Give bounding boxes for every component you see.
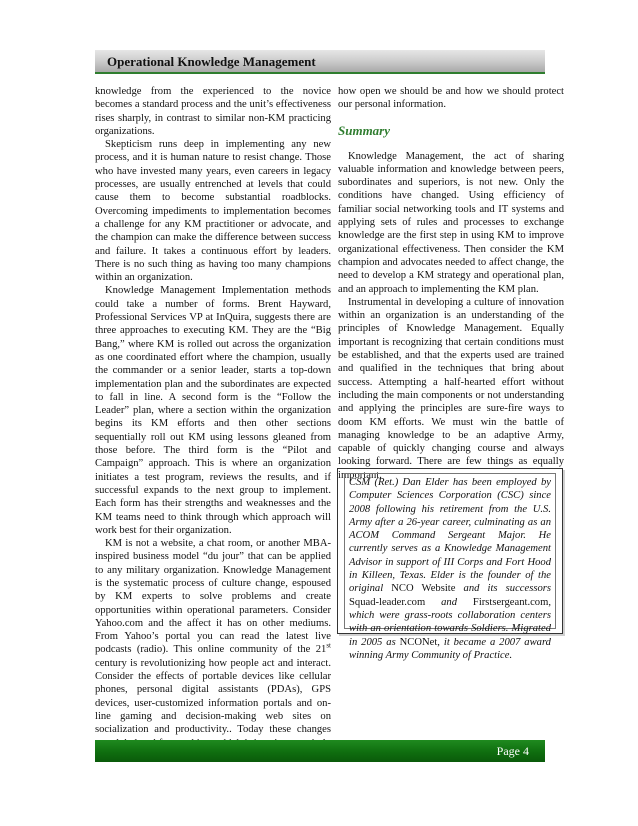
bio-text: , it became a 2007 award winning Army Community of Practice. [349, 636, 551, 661]
paragraph: knowledge from the experienced to the novice becomes a standard process and the unit’s effectiveness rises sharply, in contrast to similar non-KM practicing organizations. [95, 86, 331, 137]
left-column [95, 85, 331, 763]
paragraph: Instrumental in developing a culture of innovation within an organization is an understanding of the principles of Knowledge Management. Equally important is recognizing that certain conditions must be established, and that the experts used are trained and qualified in the techniques that bring about success. Attempting a half-hearted effort without including the main components or not understanding and applying the principles are sure-fire ways to doom KM efforts. We must win the battle of managing knowledge to be an adaptive Army, capable of quickly changing course and always looking forward. There are few things as equally important. [338, 296, 564, 481]
paragraph [95, 537, 331, 763]
bio-site-name: NCONet [399, 636, 438, 648]
author-bio-text [344, 473, 556, 661]
right-column [338, 85, 564, 482]
bio-site-name: Squad-leader.com [349, 596, 426, 608]
paragraph: Knowledge Management Implementation methods could take a number of forms. Brent Hayward, Professional Services VP at InQuira, suggests there are three approaches to executing KM. They are the “Big Bang,” where KM is rolled out across the organization as one coordinated effort where the champion, usually the commander or a senior leader, starts a top-down implementation plan and the subordinates are expected to fall in line. A second form is the “Follow the Leader” plan, where a section within the organization begins its KM efforts and then other sections sequentially roll out KM using lessons gleaned from those before. The third form is the “Pilot and Campaign” approach. This is where an organization initiates a test program, reviews the results, and if successful expands to the next group to implement. Each form has their strengths and weaknesses and the KM teams need to think through which approach will work best for their organization. [95, 285, 331, 536]
bio-text: CSM (Ret.) Dan Elder has been employed by Computer Sciences Corporation (CSC) since 2008 following his retirement from the U.S. Army after a 26-year career, culminating as an ACOM Command Sergeant Major. He currently serves as a Knowledge Management Advisor in support of III Corps and Fort Hood in Killeen, Texas. Elder is the founder of the original [349, 477, 551, 595]
paragraph: Knowledge Management, the act of sharing valuable information and knowledge between peers, subordinates and superiors, is not new. Only the conditions have changed. Using efficiency of familiar social networking tools and IT systems and applying sets of rules and processes to exchange knowledge are the first step in using KM to improve organizational effectiveness. Then consider the KM champion and advocates needed to affect change, the need to develop a KM strategy and operational plan, and an approach to implementing the KM plan. [338, 150, 564, 295]
bio-site-name: Firstsergeant.com [472, 596, 549, 608]
superscript: st [326, 641, 331, 650]
bio-site-name: NCO Website [391, 583, 456, 595]
page-number: Page 4 [496, 744, 529, 758]
bio-text: and [425, 596, 473, 608]
paragraph: Skepticism runs deep in implementing any new process, and it is human nature to resist change. Those who have invested many years, even careers in legacy processes, are usually entrenched at levels that could cause them to become substantial roadblocks. Overcoming impediments to implementation becomes a challenge for any KM practitioner or advocate, and the champion can make the difference between success and failure. It takes a continuous effort by leaders. There is no such thing as having too many champions within an organization. [95, 139, 331, 284]
author-bio-box [337, 468, 563, 661]
bio-text: and its successors [455, 583, 551, 595]
header-bar [95, 50, 545, 74]
bio-text: , which were grass-roots collaboration centers with an orientation towards Soldiers. Migrated in 2005 as [349, 596, 551, 648]
summary-heading: Summary [338, 122, 391, 138]
page-header-title: Operational Knowledge Management [107, 54, 316, 69]
paragraph: how open we should be and how we should protect our personal information. [338, 86, 564, 111]
paragraph-text: KM is not a website, a chat room, or another MBA-inspired business model “du jour” that can be applied to any military organization. Knowledge Management is the systematic process of culture change, espoused by KM experts to solve problems and create opportunities within operational parameters. Consider Yahoo.com and the affect it has on other mediums. From Yahoo’s portal you can read the latest live podcasts (radio). This online community of the 21 [95, 538, 331, 656]
paragraph-text: century is revolutionizing how people act and interact. Consider the effects of portable devices like cellular phones, personal digital assistants (PDAs), GPS devices, user-customized information portals and on-line gaming and decision-making web sites on socialization and productivity.. Today these changes [95, 657, 331, 736]
footer-bar [95, 740, 545, 762]
